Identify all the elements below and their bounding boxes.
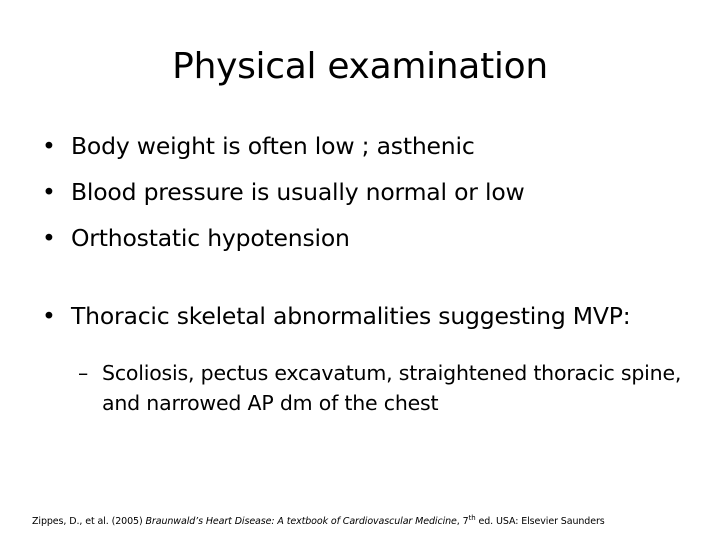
bullet-item — [36, 176, 711, 208]
bullet-item — [36, 222, 711, 254]
bullet-marker: • — [42, 178, 56, 206]
bullet-list — [36, 130, 711, 346]
slide-title: Physical examination — [172, 46, 548, 87]
bullet-item — [36, 300, 711, 332]
citation-prefix: Zippes, D., et al. (2005) — [32, 516, 146, 527]
bullet-text: Orthostatic hypotension — [71, 224, 350, 252]
bullet-marker: • — [42, 132, 56, 160]
bullet-text: Thoracic skeletal abnormalities suggesting MVP: — [71, 302, 631, 330]
citation — [32, 515, 712, 529]
sub-bullet-dash: – — [78, 361, 89, 385]
citation-edition: , 7 — [456, 516, 469, 527]
sub-bullet-list — [36, 358, 692, 418]
sub-bullet-item — [78, 358, 692, 418]
citation-book-title: Braunwald’s Heart Disease: A textbook of Cardiovascular Medicine — [145, 516, 457, 527]
citation-suffix: ed. USA: Elsevier Saunders — [475, 516, 605, 527]
bullet-marker: • — [42, 224, 56, 252]
bullet-text: Body weight is often low ; asthenic — [71, 132, 475, 160]
citation-edition-sup: th — [468, 513, 476, 522]
bullet-text: Blood pressure is usually normal or low — [71, 178, 525, 206]
sub-bullet-text: Scoliosis, pectus excavatum, straightened thoracic spine, and narrowed AP dm of the chest — [102, 361, 682, 415]
bullet-item — [36, 130, 711, 162]
bullet-marker: • — [42, 302, 56, 330]
